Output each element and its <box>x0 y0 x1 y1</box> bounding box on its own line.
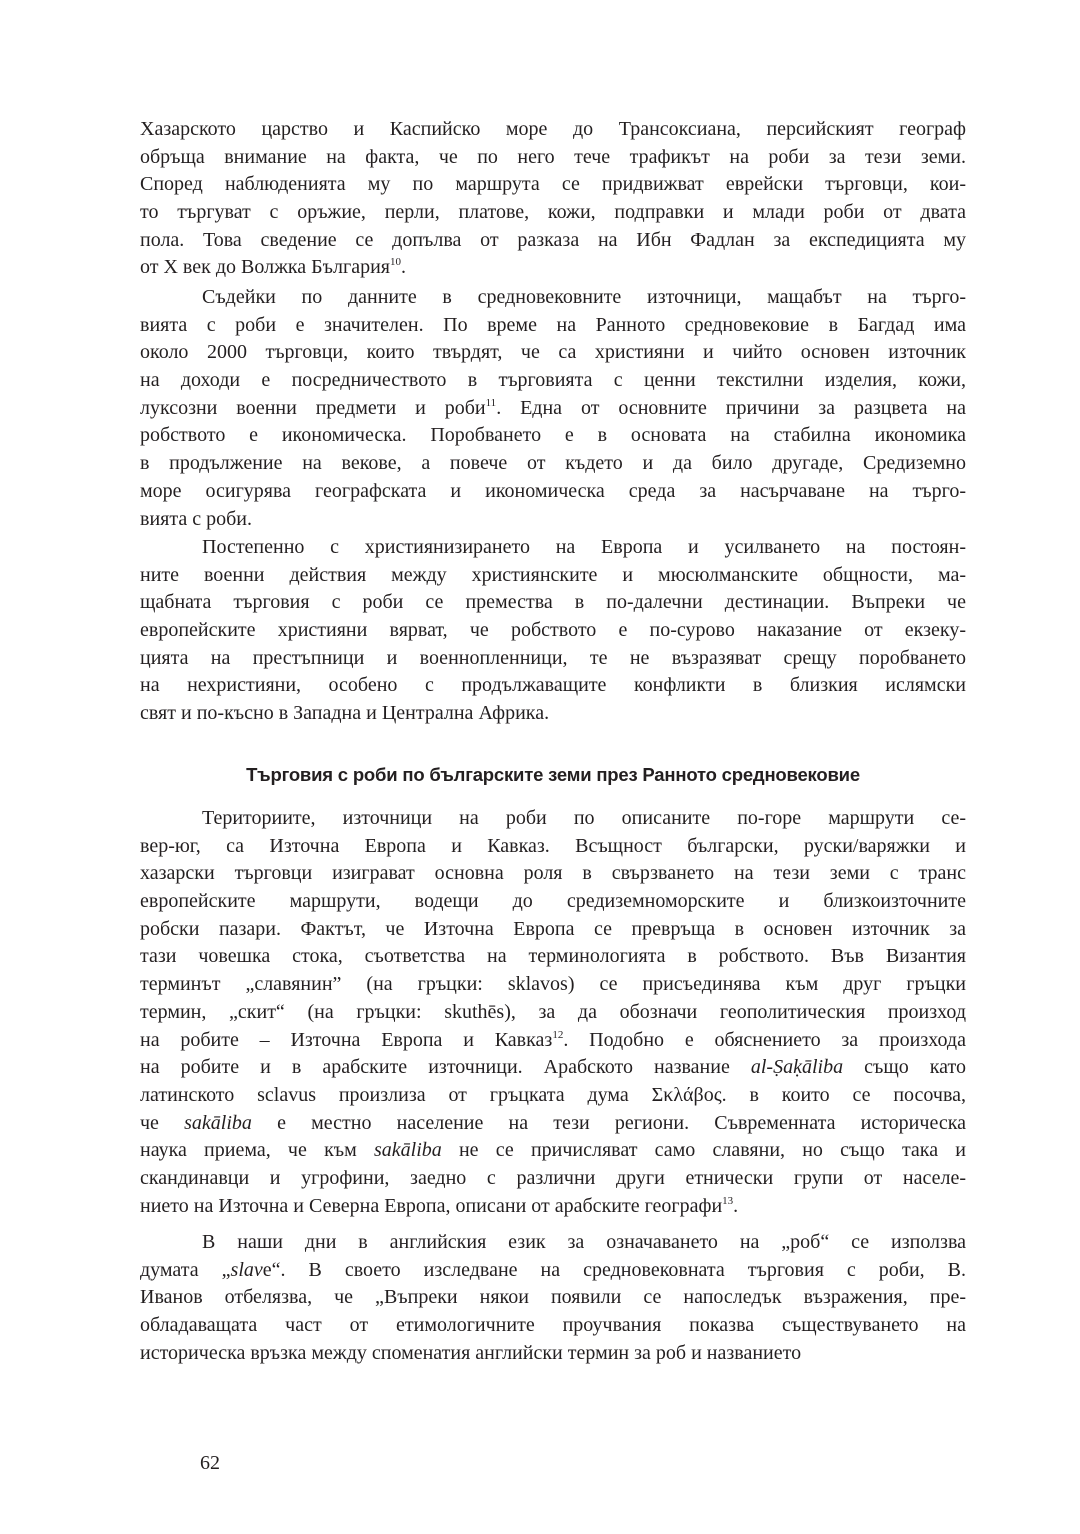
text-line <box>140 1340 966 1368</box>
text-line <box>140 916 966 944</box>
text-line <box>140 672 966 700</box>
text-run: . Една от основните причини за разцвета на <box>496 396 966 419</box>
italic-term: slav <box>230 1258 263 1281</box>
text-run: на робите – Източна Европа и Кавказ <box>140 1028 553 1051</box>
text-line <box>140 999 966 1027</box>
text-run: Иванов отбелязва, че „Въпреки някои появили се напоследък възражения, пре- <box>140 1286 966 1309</box>
text-line <box>140 833 966 861</box>
text-line <box>140 506 966 534</box>
text-run: В наши дни в английския език за означаването на „роб“ се използва <box>202 1231 966 1253</box>
text-run: е местно население на тези региони. Съвременната историческа <box>251 1111 966 1134</box>
footnote-ref: 10 <box>389 256 401 269</box>
text-line <box>140 1165 966 1193</box>
text-run: e“. В своето изследване на средновековната търговия с роби, В. <box>262 1258 967 1281</box>
text-run: робски пазари. Фактът, че Източна Европа се превръща в основен източник за <box>140 917 966 940</box>
text-run: наука приема, че към <box>140 1139 374 1162</box>
text-run: вията с роби. <box>140 507 252 530</box>
italic-term: sakāliba <box>373 1139 442 1162</box>
text-line <box>140 254 966 282</box>
text-run: нието на Източна и Северна Европа, описани от арабските географи <box>140 1194 723 1217</box>
text-line <box>140 367 966 395</box>
text-line <box>140 478 966 506</box>
text-line <box>140 860 966 888</box>
text-run: скандинавци и угрофини, заедно с различни други етнически групи от населе- <box>140 1166 966 1189</box>
text-line <box>140 1137 966 1165</box>
text-run: робството е икономическа. Поробването е в основата на стабилна икономика <box>140 424 966 447</box>
text-line <box>140 805 966 833</box>
footnote-ref: 12 <box>552 1028 564 1041</box>
text-run: на нехристияни, особено с продължаващите конфликти в близкия ислямски <box>140 674 966 697</box>
text-run: на робите и в арабските източници. Арабското название <box>140 1056 751 1079</box>
text-line <box>140 1229 966 1257</box>
text-run: ните военни действия между християнските и мюсюлманските общности, ма- <box>140 563 966 586</box>
text-line <box>140 1054 966 1082</box>
text-line <box>140 534 966 562</box>
paragraph-3 <box>140 534 966 728</box>
text-run: обръща внимание на факта, че по него тече трафикът на роби за тези земи. <box>140 145 966 168</box>
text-run: свят и по-късно в Западна и Централна Африка. <box>140 702 550 725</box>
paragraph-2 <box>140 284 966 533</box>
text-run: Хазарското царство и Каспийско море до Трансоксиана, персийският географ <box>140 118 966 140</box>
text-run: луксозни военни предмети и роби <box>140 396 486 419</box>
text-line <box>140 1110 966 1138</box>
text-line <box>140 1312 966 1340</box>
section-heading: Търговия с роби по българските земи през Ранното средновековие <box>246 764 860 785</box>
text-run: вията с роби е значителен. По време на Ранното средновековие в Багдад има <box>140 313 966 336</box>
text-line <box>140 562 966 590</box>
text-line <box>140 645 966 673</box>
text-run: Постепенно с християнизирането на Европа и усилването на постоян- <box>202 536 966 558</box>
text-run: . Подобно е обяснението за произхода <box>563 1028 966 1051</box>
text-line <box>140 617 966 645</box>
text-line <box>140 971 966 999</box>
text-run: не се причисляват само славяни, но също така и <box>441 1139 966 1162</box>
text-line <box>140 450 966 478</box>
text-run: Съдейки по данните в средновековните източници, мащабът на търго- <box>202 286 966 308</box>
text-run: от Х век до Волжка България <box>140 256 390 279</box>
text-line <box>140 1027 966 1055</box>
footnote-ref: 13 <box>722 1194 734 1207</box>
text-line <box>140 395 966 423</box>
text-run: също като <box>843 1056 967 1079</box>
text-line <box>140 888 966 916</box>
text-run: вер-юг, са Източна Европа и Кавказ. Всъщност български, руски/варяжки и <box>140 834 966 857</box>
text-line <box>140 943 966 971</box>
page-number: 62 <box>200 1452 220 1474</box>
text-line <box>140 1082 966 1110</box>
text-line <box>140 199 966 227</box>
text-line <box>140 144 966 172</box>
italic-term: sakāliba <box>184 1111 252 1134</box>
text-line <box>140 284 966 312</box>
text-line <box>140 227 966 255</box>
footnote-ref: 11 <box>485 396 497 409</box>
paragraph-5 <box>140 1229 966 1367</box>
text-line <box>140 700 966 728</box>
italic-term: al-Ṣaḳāliba <box>750 1056 844 1079</box>
text-run: море осигурява географската и икономическа среда за насърчаване на търго- <box>140 479 966 502</box>
text-line <box>140 312 966 340</box>
text-run: Според наблюденията му по маршрута се придвижват еврейски търговци, кои- <box>140 173 966 196</box>
text-run: латинското sclavus произлиза от гръцката дума Σκλάβος. в които се посочва, <box>140 1083 966 1106</box>
text-run: думата „ <box>140 1258 231 1281</box>
text-run: то търгуват с оръжие, перли, платове, кожи, подправки и млади роби от двата <box>140 201 966 224</box>
text-line <box>140 1257 966 1285</box>
text-run: . <box>733 1194 739 1217</box>
text-run: обладаващата част от етимологичните проучвания показва съществуването на <box>140 1314 966 1337</box>
text-run: Териториите, източници на роби по описаните по-горе маршрути се- <box>202 807 966 829</box>
text-line <box>140 422 966 450</box>
text-line <box>140 589 966 617</box>
text-line <box>140 339 966 367</box>
text-run: термин, „скит“ (на гръцки: skuthēs), за да обозначи геополитическия произход <box>140 1000 966 1023</box>
text-run: европейските християни вярват, че робството е по-сурово наказание от екзеку- <box>140 619 966 642</box>
text-run: на доходи е посредничеството в търговията с ценни текстилни изделия, кожи, <box>140 369 966 392</box>
text-run: . <box>400 256 406 279</box>
text-run: пола. Това сведение се допълва от разказа на Ибн Фадлан за експедицията му <box>140 228 966 251</box>
text-line <box>140 1284 966 1312</box>
paragraph-1 <box>140 116 966 282</box>
text-run: че <box>140 1111 185 1134</box>
text-run: цията на престъпници и военнопленници, те не възразяват срещу поробването <box>140 646 966 669</box>
text-run: щабната търговия с роби се премества в по-далечни дестинации. Въпреки че <box>140 591 966 614</box>
text-run: историческа връзка между споменатия английски термин за роб и названието <box>140 1341 802 1364</box>
text-line <box>140 116 966 144</box>
text-run: европейските маршрути, водещи до средиземноморските и близкоизточните <box>140 890 966 913</box>
text-run: терминът „славянин” (на гръцки: sklavos) се присъединява към друг гръцки <box>140 973 966 996</box>
text-run: в продължение на векове, а повече от където и да било другаде, Средиземно <box>140 452 966 475</box>
text-run: около 2000 търговци, които твърдят, че са християни и чийто основен източник <box>140 341 966 364</box>
text-line <box>140 1193 966 1221</box>
text-run: хазарски търговци изиграват основна роля в свързването на тези земи с транс <box>140 862 966 885</box>
paragraph-4 <box>140 805 966 1220</box>
text-line <box>140 171 966 199</box>
text-run: тази човешка стока, съответства на терминологията в робството. Във Византия <box>140 945 966 968</box>
